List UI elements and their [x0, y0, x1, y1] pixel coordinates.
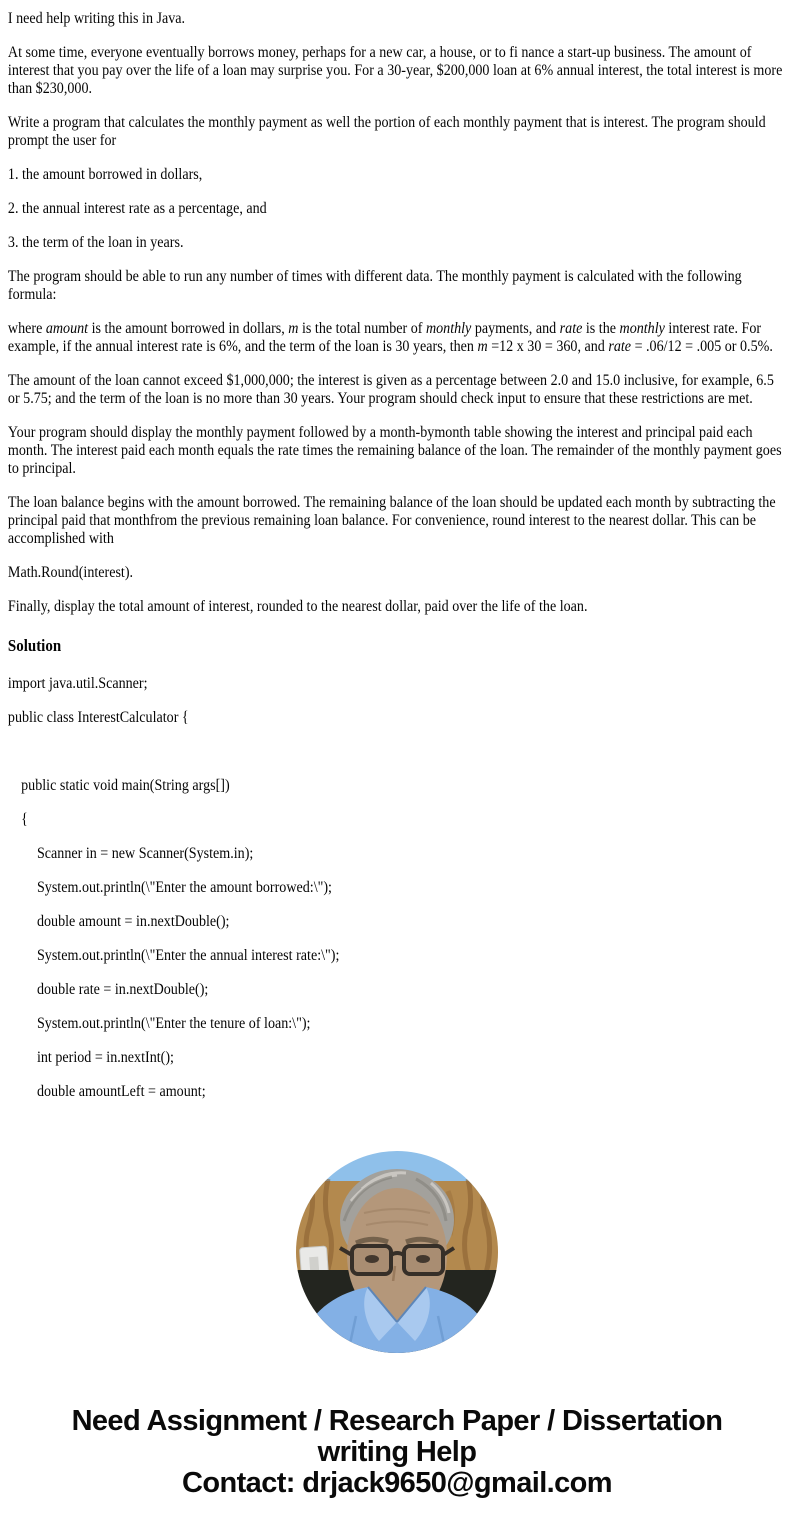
solution-code-block	[8, 675, 786, 1101]
list-item-interest-rate: 2. the annual interest rate as a percentage, and	[7, 200, 267, 217]
code-line: int period = in.nextInt();	[36, 1049, 174, 1066]
italic-term: rate	[559, 320, 583, 337]
footer-help-line-1: Need Assignment / Research Paper / Dissertation	[71, 1405, 723, 1437]
avatar	[296, 1151, 498, 1353]
formula-text: is the total number of	[298, 320, 426, 337]
italic-term: m	[477, 338, 488, 355]
paragraph-math-round: Math.Round(interest).	[7, 564, 134, 581]
footer-contact-line: Contact: drjack9650@gmail.com	[182, 1467, 612, 1499]
code-line: double rate = in.nextDouble();	[36, 981, 209, 998]
formula-text: payments, and	[471, 320, 560, 337]
formula-text: interest rate. For example, if the annual interest rate is 6%, and the term of the loan is 30 years, then	[7, 320, 762, 355]
paragraph-display-table: Your program should display the monthly payment followed by a month-bymonth table showing the interest and principal paid each month. The interest paid each month equals the rate times the remaining balance of the loan. The remainder of the monthly payment goes to principal.	[7, 424, 782, 477]
paragraph-loan-limits: The amount of the loan cannot exceed $1,000,000; the interest is given as a percentage between 2.0 and 15.0 inclusive, for example, 6.5 or 5.75; and the term of the loan is no more than 30 years. Your program should check input to ensure that these restrictions are met.	[7, 372, 774, 407]
code-line: {	[21, 811, 28, 828]
paragraph-loan-balance: The loan balance begins with the amount borrowed. The remaining balance of the loan should be updated each month by subtracting the principal paid that monthfrom the previous remaining loan balance. For convenience, round interest to the nearest dollar. This can be accomplished with	[7, 494, 776, 547]
code-line: public static void main(String args[])	[21, 777, 230, 794]
list-item-amount-borrowed: 1. the amount borrowed in dollars,	[7, 166, 203, 183]
italic-term: monthly	[619, 320, 665, 337]
formula-text: = .06/12 = .005 or 0.5%.	[631, 338, 773, 355]
footer-help-line-2: writing Help	[317, 1436, 477, 1468]
code-line: import java.util.Scanner;	[7, 675, 148, 692]
code-line-clipped: double amountLeft = amount;	[36, 1083, 206, 1100]
paragraph-borrow-money: At some time, everyone eventually borrows money, perhaps for a new car, a house, or to fi nance a start-up business. The amount of interest that you pay over the life of a loan may surprise you. For a 30-year, $200,000 loan at 6% annual interest, the total interest is more than $230,000.	[7, 44, 783, 97]
code-line: System.out.println(\"Enter the amount borrowed:\");	[36, 879, 332, 896]
code-line: public class InterestCalculator {	[7, 709, 189, 726]
paragraph-write-program: Write a program that calculates the monthly payment as well the portion of each monthly payment that is interest. The program should prompt the user for	[7, 114, 766, 149]
code-line: double amount = in.nextDouble();	[36, 913, 230, 930]
code-line-blank	[8, 743, 786, 761]
italic-term: monthly	[425, 320, 472, 337]
footer-banner	[0, 1406, 794, 1499]
formula-text: is the	[582, 320, 620, 337]
paragraph-formula-intro: The program should be able to run any number of times with different data. The monthly payment is calculated with the following formula:	[7, 268, 742, 303]
italic-term: rate	[608, 338, 632, 355]
italic-term: amount	[45, 320, 89, 337]
avatar-photo	[296, 1151, 498, 1353]
paragraph-formula-explanation	[8, 320, 786, 356]
formula-text: where	[7, 320, 46, 337]
code-line: Scanner in = new Scanner(System.in);	[36, 845, 254, 862]
formula-text: is the amount borrowed in dollars,	[88, 320, 289, 337]
code-line: System.out.println(\"Enter the annual interest rate:\");	[36, 947, 340, 964]
list-item-loan-term: 3. the term of the loan in years.	[7, 234, 184, 251]
solution-heading: Solution	[7, 636, 62, 655]
paragraph-finally: Finally, display the total amount of interest, rounded to the nearest dollar, paid over the life of the loan.	[7, 598, 588, 615]
italic-term: m	[288, 320, 299, 337]
intro-paragraph: I need help writing this in Java.	[7, 10, 186, 27]
code-line: System.out.println(\"Enter the tenure of loan:\");	[36, 1015, 311, 1032]
formula-text: =12 x 30 = 360, and	[487, 338, 609, 355]
